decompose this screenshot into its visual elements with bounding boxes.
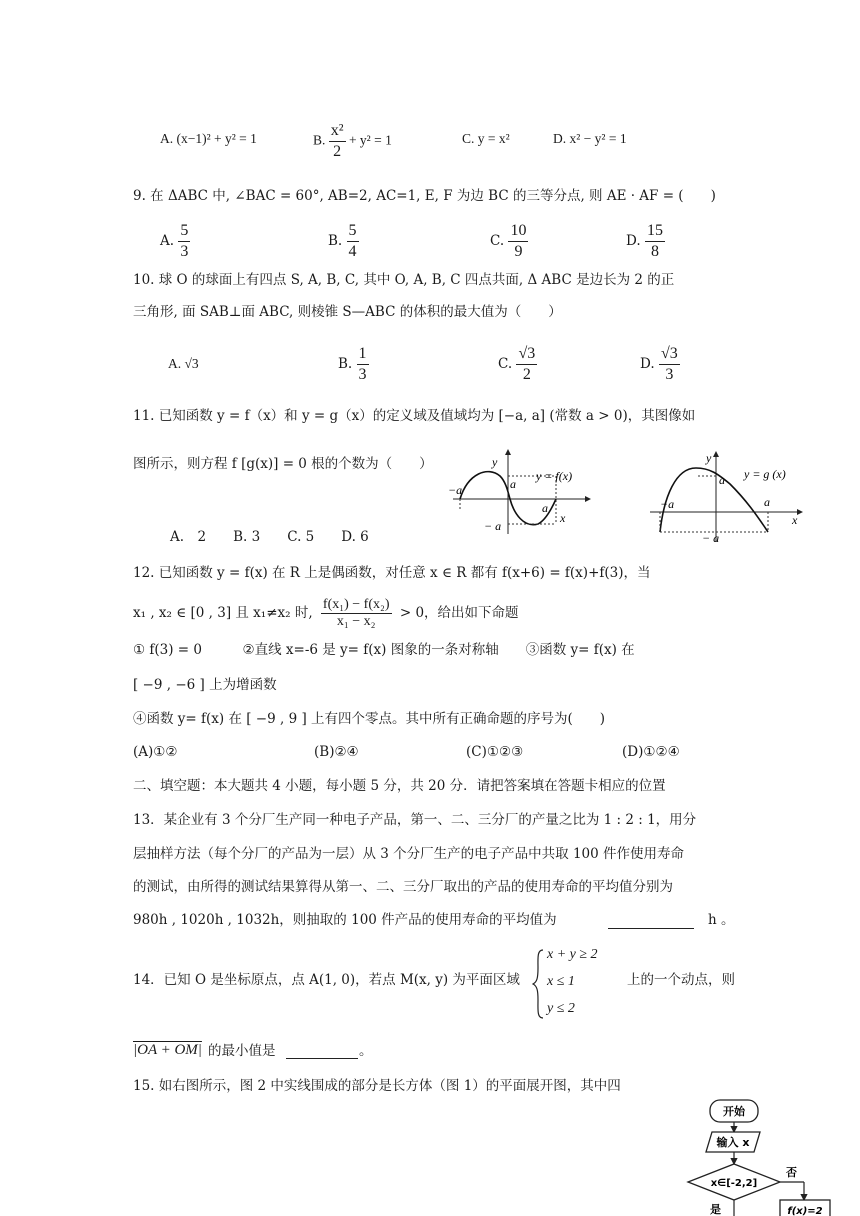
graph-g-a-right: a [764, 495, 770, 509]
q14-line-end: 上的一个动点，则 [627, 972, 735, 988]
q9-option-b: B. $\frac{5}{4}$ [328, 222, 357, 260]
q12-line2: x₁ , x₂ ∈ [0 , 3] 且 x₁≠x₂ 时, $\frac{\text{f(x₁) − f(x₂)}}{\text{x₁ − x₂}}$ > 0，给出如下命题 [133, 597, 519, 629]
q14-answer-blank[interactable] [286, 1058, 358, 1059]
graph-f-fn-label: y = f(x) [536, 469, 573, 483]
q12-option-a: (A)①② [133, 744, 178, 760]
q9-option-a: A. $\frac{5}{3}$ [160, 222, 189, 260]
q12-option-c: (C)①②③ [466, 744, 524, 760]
graph-f-neg-a-bot: − a [484, 519, 502, 533]
flowchart [680, 1096, 840, 1216]
flow-no-label: 否 [786, 1166, 797, 1179]
q12-line3: ① f(3) = 0 ②直线 x=-6 是 y= f(x) 图象的一条对称轴 ③函数 y= f(x) 在 [133, 642, 635, 658]
q10-option-c: C. $\frac{√3}{2}$ [498, 345, 536, 383]
q10-line2: 三角形, 面 SAB⊥面 ABC, 则棱锥 S—ABC 的体积的最大值为（ ） [133, 304, 562, 320]
q13-line1: 13．某企业有 3 个分厂生产同一种电子产品，第一、二、三分厂的产量之比为 1 : 2 : 1，用分 [133, 812, 697, 828]
q14-constraint-2: x ≤ 1 [547, 974, 575, 989]
flow-start-label: 开始 [723, 1105, 745, 1118]
q8-option-b: B. $\frac{\text{x²}}{2}$ + y² = 1 [313, 122, 392, 160]
graph-f-a-top: a [510, 477, 516, 491]
q11-line1: 11. 已知函数 y = f（x）和 y = g（x）的定义域及值域均为 [−a, a] (常数 a > 0)，其图像如 [133, 408, 696, 424]
graph-g-y-label: y [706, 451, 712, 465]
q14-vector-expr: |OA + OM| [133, 1042, 202, 1058]
q10-option-d: D. $\frac{√3}{3}$ [640, 345, 678, 383]
q12-line5: ④函数 y= f(x) 在 [ −9 , 9 ] 上有四个零点。其中所有正确命题的序号为( ) [133, 711, 606, 727]
graph-g-fn-label: y = g (x) [744, 467, 786, 481]
q11-options: A. 2 B. 3 C. 5 D. 6 [170, 529, 369, 545]
graph-f [448, 448, 598, 538]
q13-line3: 的测试，由所得的测试结果算得从第一、二、三分厂取出的产品的使用寿命的平均值分别为 [133, 879, 673, 895]
q14-brace [532, 948, 544, 1020]
q14-line2-text: 的最小值是 [208, 1043, 276, 1059]
graph-f-a-right: a [542, 501, 548, 515]
q13-answer-blank[interactable] [608, 928, 694, 929]
q9-option-c: C. $\frac{10}{9}$ [490, 222, 527, 260]
graph-g [648, 450, 808, 545]
q14-line-main: 14．已知 O 是坐标原点，点 A(1, 0)，若点 M(x, y) 为平面区域 [133, 972, 520, 988]
flow-yes-label: 是 [710, 1203, 721, 1216]
q10-option-b: B. $\frac{1}{3}$ [338, 345, 367, 383]
q8-option-a: A. (x−1)² + y² = 1 [160, 131, 257, 146]
q8-option-d: D. x² − y² = 1 [553, 131, 627, 146]
flow-output-label: f(x)=2 [787, 1206, 823, 1216]
q14-constraint-3: y ≤ 2 [547, 1001, 575, 1016]
graph-f-x-label: x [560, 511, 566, 525]
graph-g-neg-a-left: −a [660, 497, 675, 511]
q9-option-d: D. $\frac{15}{8}$ [626, 222, 663, 260]
q10-option-a: A. √3 [168, 356, 199, 371]
graph-f-y-label: y [492, 455, 498, 469]
q12-line4: [ −9 , −6 ] 上为增函数 [133, 677, 277, 693]
q13-line4: 980h , 1020h , 1032h，则抽取的 100 件产品的使用寿命的平均值为 [133, 912, 557, 928]
q10-line1: 10. 球 O 的球面上有四点 S, A, B, C, 其中 O, A, B, C 四点共面, Δ ABC 是边长为 2 的正 [133, 272, 675, 288]
flow-condition-label: x∈[-2,2] [710, 1178, 758, 1189]
graph-f-neg-a: −a [448, 483, 463, 497]
q12-option-b: (B)②④ [314, 744, 359, 760]
q11-line2: 图所示，则方程 f [g(x)] = 0 根的个数为（ ） [133, 456, 433, 472]
graph-g-a-top: a [719, 473, 725, 487]
q13-unit: h 。 [708, 912, 735, 928]
flow-input-label: 输入 x [716, 1136, 750, 1149]
graph-g-neg-a-bot: − a [702, 531, 720, 545]
q9-text: 9. 在 ΔABC 中, ∠BAC = 60°, AB=2, AC=1, E, F 为边 BC 的三等分点, 则 AE · AF = ( ) [133, 188, 716, 204]
q8-option-c: C. y = x² [462, 131, 510, 146]
q14-line2-end: 。 [359, 1043, 373, 1059]
section-2-heading: 二、填空题：本大题共 4 小题，每小题 5 分，共 20 分．请把答案填在答题卡相应的位置 [133, 778, 666, 794]
q12-option-d: (D)①②④ [622, 744, 680, 760]
graph-g-x-label: x [792, 513, 798, 527]
q13-line2: 层抽样方法（每个分厂的产品为一层）从 3 个分厂生产的电子产品中共取 100 件作使用寿命 [133, 846, 685, 862]
q15-line1: 15. 如右图所示，图 2 中实线围成的部分是长方体（图 1）的平面展开图，其中四 [133, 1078, 621, 1094]
q12-line1: 12. 已知函数 y = f(x) 在 R 上是偶函数，对任意 x ∈ R 都有 f(x+6) = f(x)+f(3)，当 [133, 565, 651, 581]
q14-constraint-1: x + y ≥ 2 [547, 947, 598, 962]
